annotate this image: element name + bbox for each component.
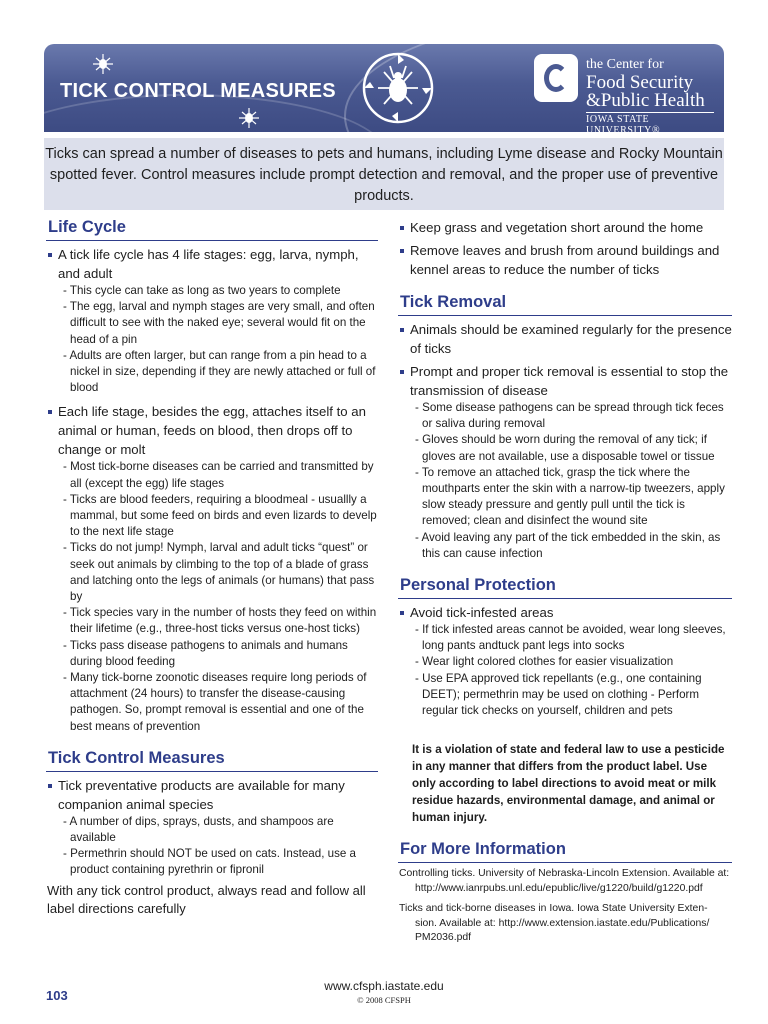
intro-box: Ticks can spread a number of diseases to pets and humans, including Lyme disease and Rocky Mountain spotted fever. Control measures include prompt detection and removal, and the proper use of preventive products.: [44, 138, 724, 210]
reference-link[interactable]: sion. Available at: http://www.extension.iastate.edu/Publications/: [415, 917, 710, 929]
sub-item: - Wear light colored clothes for easier visualization: [415, 655, 674, 669]
footer-copyright: © 2008 CFSPH: [357, 995, 411, 1005]
heading-personal-protection: Personal Protection: [398, 572, 732, 599]
sub-item: - Tick species vary in the number of hosts they feed on within their lifetime (e.g., three-host ticks versus one-host ticks): [63, 606, 377, 636]
sub-item: - Many tick-borne zoonotic diseases require long periods of attachment (24 hours) to transfer the disease-causing pathogen. So, prompt removal is essential and one of the best means of prevention: [63, 671, 367, 733]
sub-item: - Ticks are blood feeders, requiring a bloodmeal - usuallly a mammal, but some feed on birds and even lizards to develp to the next life stage: [63, 492, 377, 539]
bullet-item: Keep grass and vegetation short around the home: [398, 218, 732, 237]
sub-item: - If tick infested areas cannot be avoided, wear long sleeves, long pants andtuck pant legs into socks: [415, 623, 726, 653]
cfsph-logo: the Center for Food Security &Public Health IOWA STATE UNIVERSITY®: [534, 54, 719, 126]
tick-icon: [90, 52, 116, 76]
cfsph-logo-mark: [534, 54, 578, 102]
bullet-item: Tick preventative products are available for many companion animal species: [46, 776, 378, 814]
sub-item: - Ticks do not jump! Nymph, larval and adult ticks “quest” or seek out animals by climbing to the top of a blade of grass and latching onto the legs of animals (or humans) that pass by: [63, 541, 375, 604]
sub-item: - Gloves should be worn during the removal of any tick; if gloves are not available, use a disposable towel or tissue: [415, 433, 715, 463]
bullet-item: Avoid tick-infested areas: [398, 603, 732, 622]
sub-item: - Use EPA approved tick repellants (e.g., one containing DEET); permethrin may be used on clothing - Perform regular tick checks on yourself, children and pets: [415, 671, 702, 718]
heading-tick-control: Tick Control Measures: [46, 745, 378, 772]
tick-icon: [236, 106, 262, 130]
heading-life-cycle: Life Cycle: [46, 214, 378, 241]
bullet-item: Prompt and proper tick removal is essential to stop the transmission of disease: [398, 362, 732, 400]
sub-item: - Most tick-borne diseases can be carried and transmitted by all (except the egg) life stages: [63, 460, 374, 490]
right-column: [398, 214, 732, 946]
sub-item: - Ticks pass disease pathogens to animals and humans during blood feeding: [63, 638, 348, 668]
bullet-item: Remove leaves and brush from around buildings and kennel areas to reduce the number of ticks: [398, 241, 732, 279]
sub-item: - Adults are often larger, but can range from a pin head to a nickel in size, depending if they are newly attached or full of blood: [63, 348, 376, 395]
heading-more-info: For More Information: [398, 836, 732, 863]
sub-item: - Some disease pathogens can be spread through tick feces or saliva during removal: [415, 401, 724, 431]
tick-cycle-icon: [360, 50, 436, 126]
bullet-item: Animals should be examined regularly for the presence of ticks: [398, 320, 732, 358]
bullet-item: A tick life cycle has 4 life stages: egg, larva, nymph, and adult: [46, 245, 378, 283]
header-banner: [44, 44, 724, 132]
heading-tick-removal: Tick Removal: [398, 289, 732, 316]
closing-paragraph: With any tick control product, always read and follow all label directions carefully: [47, 882, 366, 917]
sub-item: - A number of dips, sprays, dusts, and shampoos are available: [63, 814, 334, 845]
reference-item: Ticks and tick-borne diseases in Iowa. Iowa State University Exten- sion. Available at: http://www.extension.iastate.edu/Publications/ PM2036.pdf: [398, 902, 732, 946]
left-column: [46, 214, 378, 919]
page-number: 103: [46, 988, 68, 1003]
banner-title: TICK CONTROL MEASURES: [60, 80, 336, 102]
reference-link[interactable]: http://www.ianrpubs.unl.edu/epublic/live/g1220/build/g1220.pdf: [415, 882, 703, 894]
sub-item: - The egg, larval and nymph stages are very small, and often difficult to see with the naked eye; several would fit on the head of a pin: [63, 300, 375, 346]
bullet-item: Each life stage, besides the egg, attaches itself to an animal or human, feeds on blood, then drops off to change or molt: [46, 402, 378, 459]
reference-item: Controlling ticks. University of Nebraska-Lincoln Extension. Available at: http://www.ianrpubs.unl.edu/epublic/live/g1220/build/g1220.pdf: [398, 867, 732, 896]
sub-item: - To remove an attached tick, grasp the tick where the mouthparts enter the skin with a narrow-tip tweezers, apply slow steady pressure and gently pull until the tick is removed; clean and disinfect the wound site: [415, 465, 725, 528]
sub-item: - Avoid leaving any part of the tick embedded in the skin, as this can cause infection: [415, 530, 721, 560]
footer-url[interactable]: www.cfsph.iastate.edu: [324, 979, 444, 993]
sub-item: - This cycle can take as long as two years to complete: [63, 284, 341, 297]
sub-item: - Permethrin should NOT be used on cats. Instead, use a product containing pyrethrin or fipronil: [63, 847, 357, 877]
pesticide-warning: It is a violation of state and federal law to use a pesticide in any manner that differs from the product label. Use only according to label directions to avoid meat or milk residue hazards, environmental damage, and animal or human injury.: [412, 743, 725, 825]
